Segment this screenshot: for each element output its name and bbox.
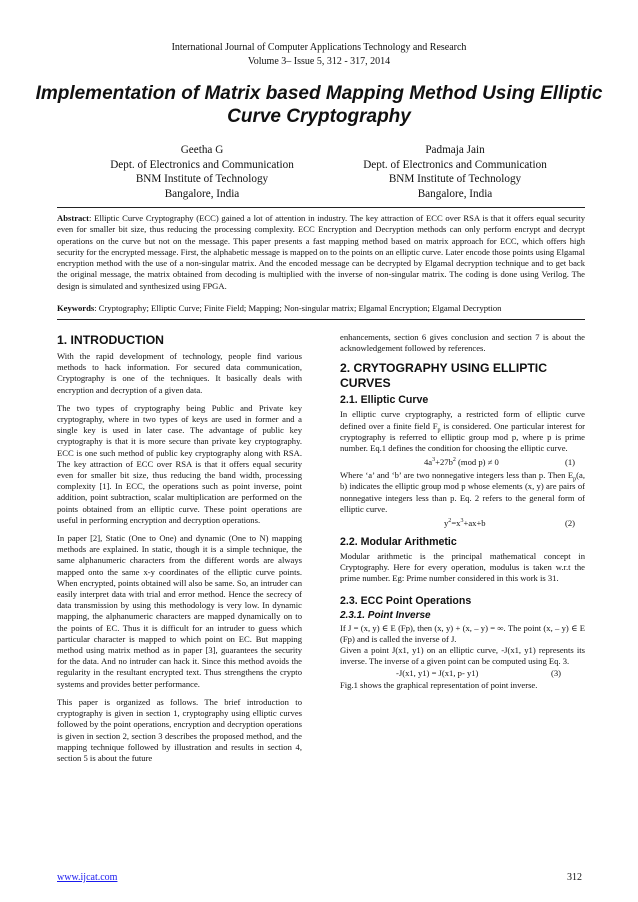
text-run: +ax+b xyxy=(463,518,486,529)
author-location: Bangalore, India xyxy=(164,187,240,200)
abstract-text: : Elliptic Curve Cryptography (ECC) gained a lot of attention in industry. The key attraction of ECC over RSA is that it offers equal security even for smaller bit size, thus reducing the processing complexity. ECC Encryption and Decryption methods can only perform encrypt and decrypt operations on the curve but not on the message. This paper presents a fast mapping method based on matrix approach for ECC, which offers high security for the encrypted message. First, the alphabetic message is mapped on to the points on an elliptic curve. Later encode those points using Elgamal encryption method with the use of a non-singular matrix. And the encoded message can be decrypted by Elgamal decryption technique and to get back the original message, the matrix obtained from decoding is multiplied with the inverse of non-singular matrix. The coding is done using Verilog. The design is simulated and synthesized using FPGA. xyxy=(57,213,585,291)
left-column xyxy=(57,333,302,771)
point-inverse-paragraph-2: Given a point J(x1, y1) on an elliptic curve, -J(x1, y1) represents its inverse. The inverse of a given point can be computed using Eq. 3. xyxy=(340,645,585,667)
superscript: 3 xyxy=(460,518,464,525)
text-run: 4a xyxy=(424,457,433,468)
author-dept: Dept. of Electronics and Communication xyxy=(110,158,294,171)
intro-paragraph-2: The two types of cryptography being Public and Private key cryptography, where in two types of keys are used in former and a single key is used in later case. The advantage of public key cryptography is that it is more secure than private key cryptography. ECC is one such method of public key cryptography along with RSA. The key attraction of ECC over RSA is that it offers equal security even for smaller bit size, thus reducing the band width, processing complexity [1]. In ECC, the operations such as point inverse, point addition, point subtraction, scalar multiplication are performed on the points obtained from an elliptic curve. These point operations are useful in performing encryption and decryption operations. xyxy=(57,402,302,525)
elliptic-group-paragraph xyxy=(340,470,585,515)
text-run: (a, b) indicates the elliptic group mod p whose elements (x, y) are pairs of nonnegative integers less than p. Eq. 2 refers to the general form of elliptic curve. xyxy=(340,470,585,514)
text-run: is considered. One particular interest for cryptography is referred to elliptic group mod p, where p is prime number. Eq.1 defines the condition for choosing the elliptic curve. xyxy=(340,420,585,454)
superscript: 2 xyxy=(448,518,452,525)
intro-paragraph-4-continued: enhancements, section 6 gives conclusion and section 7 is about the acknowledgement followed by references. xyxy=(340,332,585,354)
equation-1 xyxy=(340,456,585,469)
journal-name: International Journal of Computer Applications Technology and Research xyxy=(171,42,467,53)
header-divider xyxy=(57,207,585,208)
author-name: Padmaja Jain xyxy=(425,144,485,156)
author-institute: BNM Institute of Technology xyxy=(135,173,269,185)
author-block-2 xyxy=(330,143,580,201)
equation-number: (1) xyxy=(564,457,575,468)
equation-text: -J(x1, y1) = J(x1, p- y1) xyxy=(396,668,479,679)
keywords-text: : Cryptography; Elliptic Curve; Finite Field; Mapping; Non-singular matrix; Elgamal Encryption; Elgamal Decryption xyxy=(94,303,502,313)
keywords-label: Keywords xyxy=(57,303,95,313)
subscript: p xyxy=(437,427,441,434)
text-run: Where ‘a’ and ‘b’ are two nonnegative integers less than p. Then E xyxy=(340,470,574,481)
text-run: =x xyxy=(451,518,461,529)
modular-arithmetic-paragraph: Modular arithmetic is the principal mathematical concept in Cryptography. Here for every operation, modulus is taken w.r.t the prime number. Eg: Prime number considered in this work is 31. xyxy=(340,551,585,584)
intro-paragraph-1: With the rapid development of technology, people find various methods to hack information. For secured data communication, Cryptography is one of the techniques. It basically deals with encryption and decryption of a given data. xyxy=(57,351,302,395)
footer-link[interactable]: www.ijcat.com xyxy=(57,872,118,883)
section-1-heading: 1. INTRODUCTION xyxy=(57,333,164,347)
author-location: Bangalore, India xyxy=(417,187,493,200)
equation-3 xyxy=(340,667,585,680)
point-inverse-paragraph-1: If J = (x, y) ∈ E (Fp), then (x, y) + (x, – y) = ∞. The point (x, – y) ∈ E (Fp) and is called the inverse of J. xyxy=(340,622,585,644)
text-run: (mod p) ≠ 0 xyxy=(455,457,499,468)
author-name: Geetha G xyxy=(180,144,224,156)
page-number: 312 xyxy=(567,872,582,883)
section-2-2-heading: 2.2. Modular Arithmetic xyxy=(340,536,457,549)
section-2-3-heading: 2.3. ECC Point Operations xyxy=(340,594,472,607)
author-block-1 xyxy=(77,143,327,201)
keywords xyxy=(57,303,585,314)
text-run: In elliptic curve cryptography, a restricted form of elliptic curve defined over a finite field F xyxy=(340,409,585,431)
author-dept: Dept. of Electronics and Communication xyxy=(363,158,547,171)
abstract-label: Abstract xyxy=(57,213,89,223)
subscript: p xyxy=(573,476,577,483)
equation-2 xyxy=(340,517,585,530)
intro-paragraph-3: In paper [2], Static (One to One) and dynamic (One to N) mapping methods are explained. In static, though it is a simple technique, the same alphanumeric characters from the different words are always mapped onto the same x-y coordinates of the elliptic curve points. When encrypted, points obtained will also be same. So, an intruder can easily interpret data with trial and error method. Hence the secrecy of data transmission by using this methodology is very low. In dynamic mapping, the alphanumeric characters are mapped dynamically on to the points of EC. Thus it is difficult for an intruder to guess which particular character is mapped to which point on EC. But mapping method using matrix method as in paper [3], guarantees the security for the data. And no intruder can hack it. Since this method avoids the regularity in the resultant encrypted text. Thus strengthens the crypto systems and provides better performance. xyxy=(57,533,302,689)
abstract xyxy=(57,213,585,292)
section-2-heading: 2. CRYTOGRAPHY USING ELLIPTIC CURVES xyxy=(340,361,547,391)
equation-number: (2) xyxy=(564,518,575,529)
superscript: 2 xyxy=(452,457,456,464)
elliptic-curve-paragraph xyxy=(340,409,585,454)
section-2-1-heading: 2.1. Elliptic Curve xyxy=(340,394,429,407)
right-column xyxy=(340,332,585,699)
text-run: y xyxy=(444,518,449,529)
section-2-3-1-heading: 2.3.1. Point Inverse xyxy=(340,609,431,621)
abstract-divider xyxy=(57,319,585,320)
point-inverse-paragraph-3: Fig.1 shows the graphical representation of point inverse. xyxy=(340,680,538,691)
text-run: +27b xyxy=(435,457,453,468)
intro-paragraph-4: This paper is organized as follows. The brief introduction to cryptography is given in section 1, cryptography using elliptic curves followed by the point operations, encryption and decryption operations is given in section 2, section 3 describes the proposed method, and the mapping technique followed by illustration and results in section 4, section 5 is about the future xyxy=(57,696,302,763)
superscript: 3 xyxy=(432,457,436,464)
paper-title: Implementation of Matrix based Mapping Method Using Elliptic Curve Cryptography xyxy=(35,83,603,127)
equation-number: (3) xyxy=(550,668,561,679)
author-institute: BNM Institute of Technology xyxy=(388,173,522,185)
journal-volume: Volume 3– Issue 5, 312 - 317, 2014 xyxy=(247,56,391,67)
